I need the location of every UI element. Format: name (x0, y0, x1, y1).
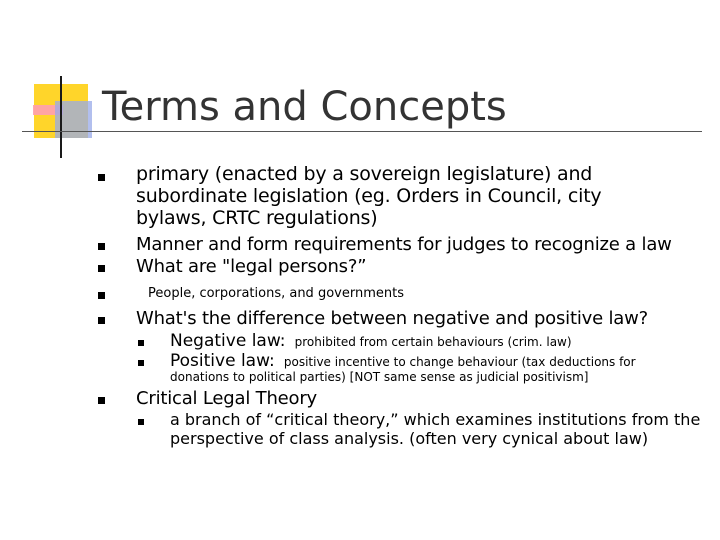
bullet-6-text: Critical Legal Theory (136, 388, 317, 409)
slide-title: Terms and Concepts (102, 84, 507, 130)
critical-theory-line-2: perspective of class analysis. (often very cynical about law) (170, 429, 649, 448)
sub-bullet-positive-law (170, 351, 636, 371)
sub-bullet-marker (138, 340, 144, 346)
bullet-marker (98, 317, 105, 324)
positive-law-label: Positive law: (170, 351, 275, 371)
sub-bullet-marker (138, 419, 144, 425)
negative-law-detail: prohibited from certain behaviours (crim. law) (294, 335, 572, 349)
positive-law-detail: positive incentive to change behaviour (tax deductions for (283, 355, 636, 369)
bullet-2-text: Manner and form requirements for judges to recognize a law (136, 234, 672, 255)
bullet-1-line-1: primary (enacted by a sovereign legislature) and (136, 163, 593, 185)
bullet-1-line-2: subordinate legislation (eg. Orders in Council, city (136, 185, 602, 207)
bullet-3-text: What are "legal persons?” (136, 256, 367, 277)
bullet-1-line-3: bylaws, CRTC regulations) (136, 207, 378, 229)
sub-bullet-marker (138, 360, 144, 366)
bullet-marker (98, 243, 105, 250)
bullet-marker (98, 174, 105, 181)
bullet-marker (98, 265, 105, 272)
positive-law-detail-cont: donations to political parties) [NOT same sense as judicial positivism] (170, 370, 589, 384)
critical-theory-line-1: a branch of “critical theory,” which examines institutions from the (170, 410, 701, 429)
bullet-5-text: What's the difference between negative and positive law? (136, 308, 648, 329)
bullet-4-text: People, corporations, and governments (148, 286, 404, 301)
negative-law-label: Negative law: (170, 331, 286, 351)
bullet-marker (98, 292, 105, 299)
bullet-marker (98, 397, 105, 404)
sub-bullet-negative-law (170, 331, 572, 351)
